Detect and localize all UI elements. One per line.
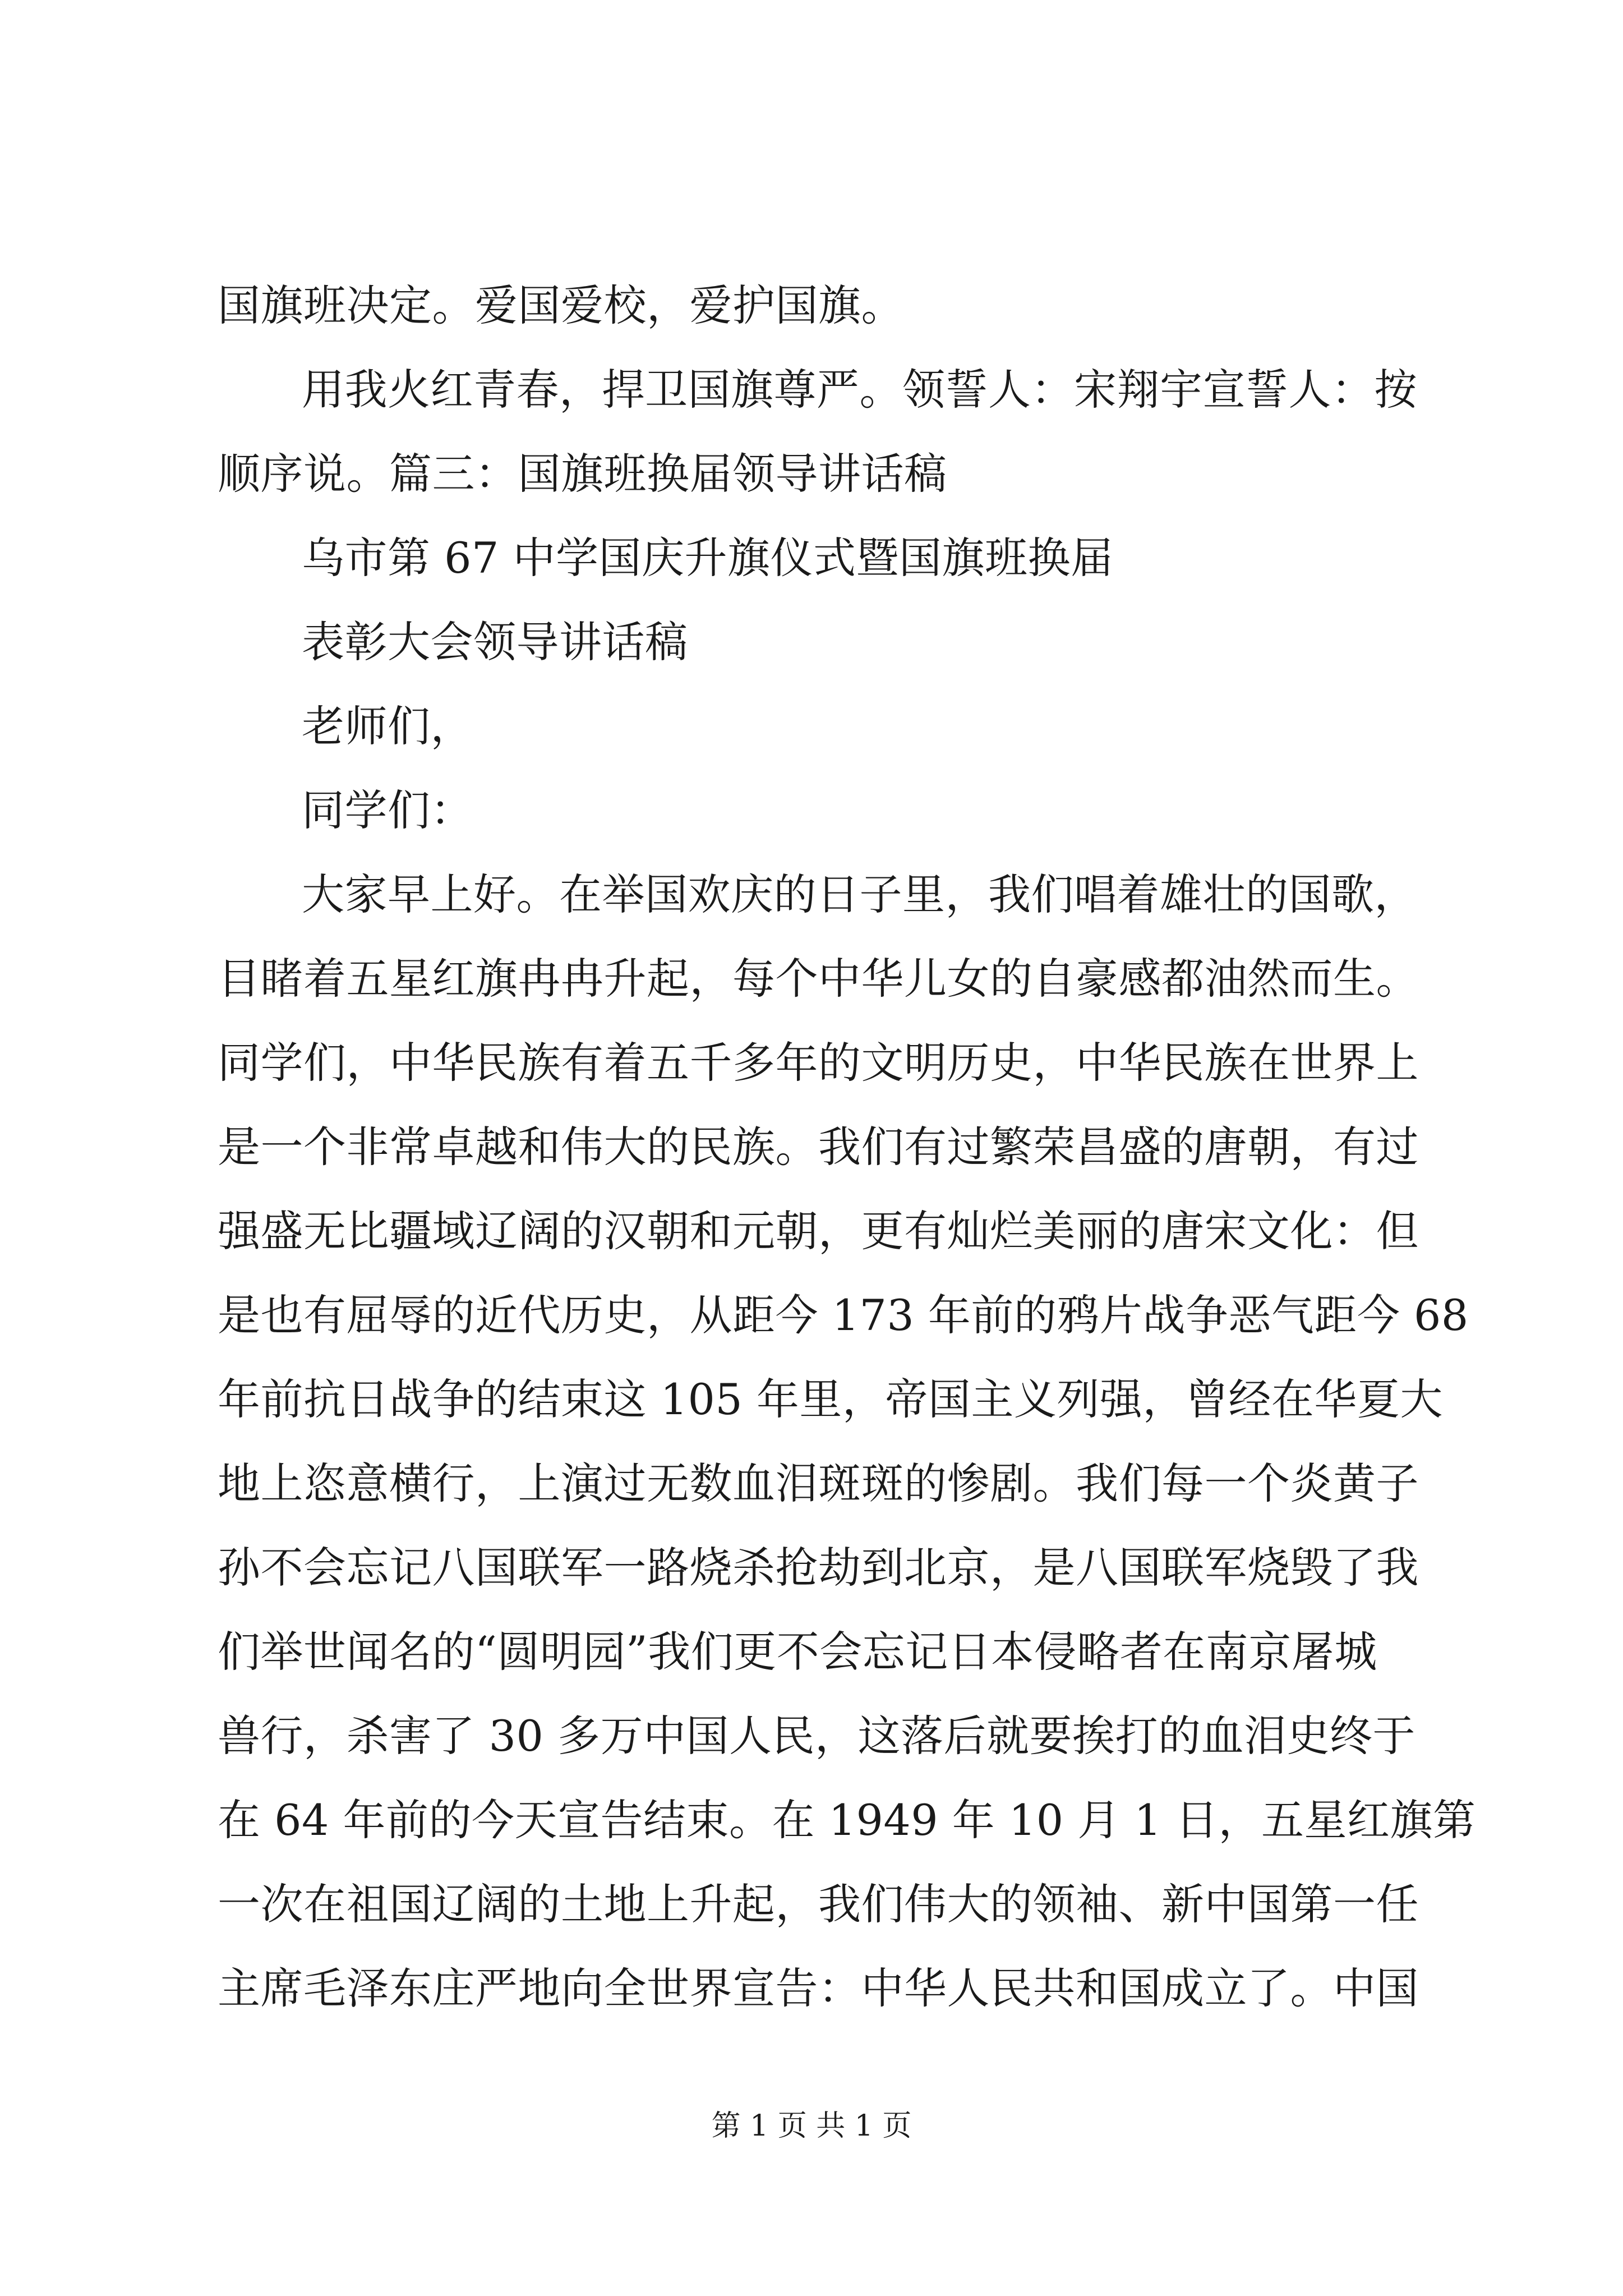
document-body [218,264,1476,2031]
text-line: 们举世闻名的“圆明园”我们更不会忘记日本侵略者在南京屠城 [218,1627,1377,1677]
text-line: 主席毛泽东庄严地向全世界宣告：中华人民共和国成立了。中国 [218,1963,1419,2013]
text-line: 孙不会忘记八国联军一路烧杀抢劫到北京，是八国联军烧毁了我 [218,1543,1419,1593]
page-footer: 第 1 页 共 1 页 [711,2109,912,2143]
text-line: 兽行，杀害了 30 多万中国人民，这落后就要挨打的血泪史终于 [218,1711,1416,1761]
text-line: 同学们： [302,785,473,835]
text-line: 用我火红青春，捍卫国旗尊严。领誓人：宋翔宇宣誓人：按 [302,365,1417,415]
text-line: 年前抗日战争的结束这 105 年里，帝国主义列强，曾经在华夏大 [218,1374,1443,1424]
text-line: 强盛无比疆域辽阔的汉朝和元朝，更有灿烂美丽的唐宋文化：但 [218,1206,1419,1256]
text-line: 目睹着五星红旗冉冉升起，每个中华儿女的自豪感都油然而生。 [218,954,1419,1004]
text-line: 同学们，中华民族有着五千多年的文明历史，中华民族在世界上 [218,1038,1419,1088]
text-line: 顺序说。篇三：国旗班换届领导讲话稿 [218,449,947,499]
text-line: 乌市第 67 中学国庆升旗仪式暨国旗班换届 [302,533,1114,583]
text-line: 大家早上好。在举国欢庆的日子里，我们唱着雄壮的国歌， [302,869,1417,919]
text-line: 表彰大会领导讲话稿 [302,617,688,667]
text-line: 老师们， [302,701,473,751]
text-line: 国旗班决定。爱国爱校，爱护国旗。 [218,280,904,330]
text-line: 是也有屈辱的近代历史，从距今 173 年前的鸦片战争恶气距今 68 [218,1290,1469,1340]
text-line: 是一个非常卓越和伟大的民族。我们有过繁荣昌盛的唐朝，有过 [218,1122,1419,1172]
text-line: 在 64 年前的今天宣告结束。在 1949 年 10 月 1 日，五星红旗第 [218,1795,1476,1845]
text-line: 地上恣意横行，上演过无数血泪斑斑的惨剧。我们每一个炎黄子 [218,1458,1419,1508]
text-line: 一次在祖国辽阔的土地上升起，我们伟大的领袖、新中国第一任 [218,1879,1419,1929]
